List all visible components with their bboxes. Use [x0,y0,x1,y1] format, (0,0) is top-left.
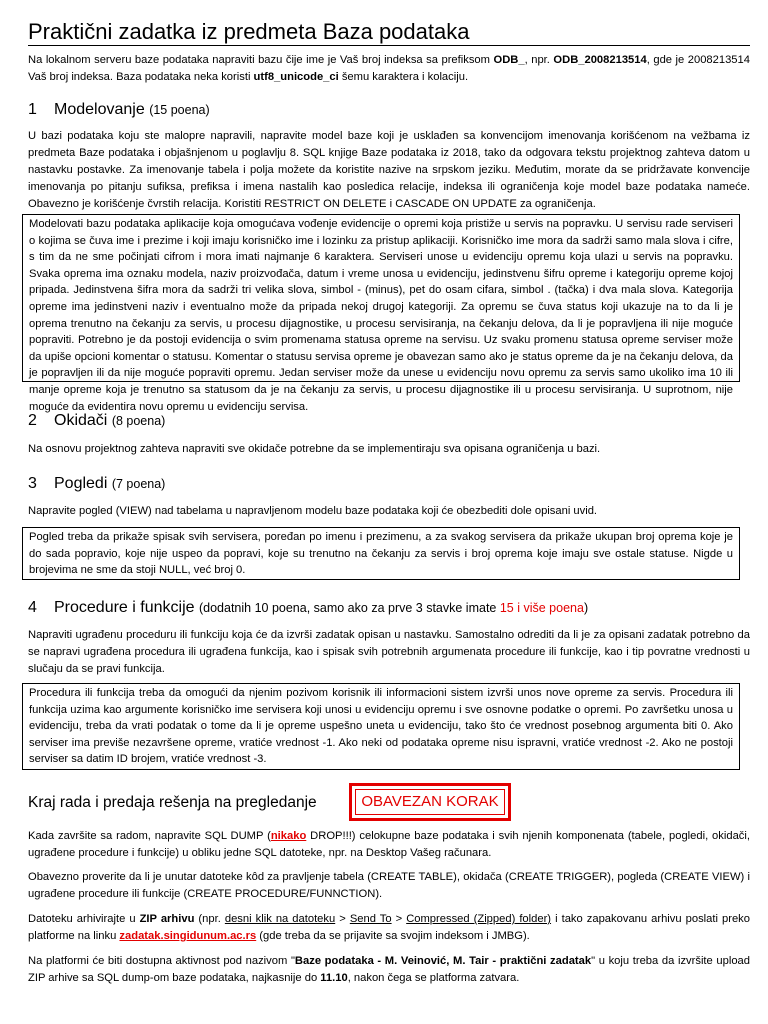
section-points: (7 poena) [111,477,166,491]
never-emphasis: nikako [270,830,307,842]
title-underline [28,45,750,46]
section-3-paragraph: Napravite pogled (VIEW) nad tabelama u napravljenom modelu baze podataka koji će obezbediti dole opisani uvid. [28,505,598,517]
intro-collation: utf8_unicode_ci [253,71,339,83]
section-3-heading [28,474,165,494]
intro-text: , gde je 2008213514 Vaš broj indeksa. Baza podataka neka koristi [28,54,750,83]
points-text: (dodatnih 10 poena, samo ako za prve 3 stavke imate [198,601,500,615]
section-3-view-box: Pogled treba da prikaže spisak svih servisera, poređan po imenu i prezimenu, a za svakog servisera da prikaže ukupan broj oprema koje je do sada popravio, koje nije uspeo da popravi, koje su trenutno na čekanju za servis i broj oprema koje imaju sve ostale statuse. Nigde u brojevima ne sme da stoji NULL, već broj 0. [22,527,740,580]
mandatory-step-label: OBAVEZAN KORAK [355,789,505,815]
p3-text: (npr. [194,913,225,925]
submission-paragraph-3 [28,911,750,945]
section-1-requirements-box: Modelovati bazu podataka aplikacije koja omogućava vođenje evidencije o opremi koja pristiže u servis na popravku. U servisu rade serviseri o kojima se čuva ime i prezime i koji imaju korisničko ime i lozinku za pristup aplikaciji. Korisničko ime mora da sadrži samo mala slova i cifre, s tim da ne sme počinjati cifrom i mora imati najmanje 6 karaktera. Serviseri unose u evidenciju opremu koja ulazi u servis na popravku. Svaka oprema ima oznaku modela, naziv proizvođača, datum i vreme unosa u evidenciju, jedinstvenu šifru opreme i kategoriju opreme kojoj pripada. Jedinstvena šifra mora da sadrži tri velika slova, simbol - (minus), pet do osam cifara, simbol . (tačka) i dva mala slova. Kategorija opreme ima jedinstveni naziv i eventualno može da pripada nekoj drugoj kategoriji. Za opremu se čuva status koji ukazuje na to da li je oprema trenutno na čekanju za servis, u procesu dijagnostike, u procesu servisiranja, na čekanju delova, da li je popravljena ili nije moguće popraviti. Potrebno je da postoji evidencija o svim promenama statusa opreme na servisu. Uz svaku promenu statusa opreme serviser može da upiše opcioni komentar o statusu. Komentar o statusu servisa opreme je obavezan samo ako je status opreme da je na čekanju delova, da je popravljen ili da nije moguće popraviti opremu. Jedan serviser može da unese u evidenciju novu opremu za servis samo ukoliko ima 10 ili manje opreme koja je trenutno sa statusom da je na čekanju za servis, u procesu dijagnostike ili u procesu servisiranja. U suprotnom, nije moguće da evidentira novu opremu u evidenciju servisa. [22,214,740,382]
submission-paragraph-1 [28,828,750,862]
section-number: 2 [28,412,37,429]
section-2-paragraph: Na osnovu projektnog zahteva napraviti sve okidače potrebne da se implementiraju sva opisana ograničenja u bazi. [28,443,601,455]
p3-text: Datoteku arhivirajte u [28,913,140,925]
section-number: 1 [28,101,37,118]
submission-heading: Kraj rada i predaja rešenja na pregledanje [28,794,317,811]
section-number: 3 [28,475,37,492]
compressed-folder-step: Compressed (Zipped) folder) [406,913,552,925]
p1-text: DROP!!!) celokupne baze podataka i svih njenih komponenata (tabele, pogledi, okidači, ugrađene procedure i funkcije) u obliku jedne SQL datoteke, npr. na Desktop Vašeg računara. [28,830,750,859]
submission-paragraph-2: Obavezno proverite da li je unutar datoteke kôd za pravljenje tabela (CREATE TABLE), okidača (CREATE TRIGGER), pogleda (CREATE VIEW) i ugrađene procedure ili funkcije (CREATE PROCEDURE/FUNNCTION). [28,871,750,900]
section-title: Okidači [54,412,108,429]
right-click-step: desni klik na datoteku [224,913,336,925]
intro-text: , npr. [524,54,554,66]
section-4-heading [28,598,588,618]
deadline-date: 11.10 [320,972,348,984]
section-4-paragraph: Napraviti ugrađenu proceduru ili funkciju koja će da izvrši zadatak opisan u nastavku. Samostalno odrediti da li je za opisani zadatak potrebno da se napravi ugrađena procedura ili ugrađena funkcija, kao i spisak svih potrebnih argumenata procedure ili funkcije, kao i tip povratne vrednosti u slučaju da se pravi funkcija. [28,629,750,675]
intro-paragraph [28,52,750,86]
section-1-paragraph: U bazi podataka koju ste malopre napravili, napravite model baze koji je usklađen sa konvencijom imenovanja korišćenom na vežbama iz predmeta Baze podataka i objašnjenom u poglavlju 8. SQL knjige Baze podataka iz 2018, tako da odgovara tekstu projektnog zahteva datom u nastavku postavke. Za imenovanje tabela i polja možete da koristite nazive na srpskom jeziku. Međutim, morate da se pridržavate konvencije imenovanja po pitanju sufiksa, prefiksa i imena nastalih kao posledica relacije, indeksa ili ograničenja koje model baze podataka nameće. Obavezno je korišćenje čvrstih relacija. Koristiti RESTRICT ON DELETE i CASCADE ON UPDATE za ograničenja. [28,130,750,210]
points-threshold: 15 i više poena [499,601,584,615]
intro-prefix: ODB_ [493,54,525,66]
intro-example: ODB_2008213514 [553,54,647,66]
page-title: Praktični zadatka iz predmeta Baza podataka [28,19,470,44]
section-title: Procedure i funkcije [54,599,195,616]
send-to-step: Send To [349,913,392,925]
p4-text: " u koju treba da izvršite upload ZIP arhive sa SQL dump-om baze podataka, najkasnije do [28,955,750,984]
section-points [199,601,588,615]
section-points: (8 poena) [111,414,166,428]
p3-text: > [335,913,350,925]
section-number: 4 [28,599,37,616]
activity-name: Baze podataka - M. Veinović, M. Tair - praktični zadatak [294,955,592,967]
submission-paragraph-4 [28,953,750,987]
p4-text: Na platformi će biti dostupna aktivnost pod nazivom " [28,955,295,967]
section-1-heading [28,100,210,120]
zip-archive: ZIP arhivu [139,913,195,925]
section-4-procedure-box: Procedura ili funkcija treba da omogući da njenim pozivom korisnik ili informacioni sistem izvrši unos nove opreme za servis. Procedura ili funkcija uzima kao argumente korisničko ime servisera koji unosi u evidenciju opremu i sve osnovne podatke o opremi. Po završetku unosa u evidenciju, treba da vrati podatak o tome da li je opreme uspešno uneta u evidenciju, tako što će vrednost posebnog argumenta biti 0. Ako serviser ima previše nezavršene opreme, vratiće vrednost -1. Ako neki od podataka opreme nisu ispravni, vratiće vrednost -2. Ako ne postoji serviser sa datim ID brojem, vratiće vrednost -3. [22,683,740,770]
section-2-heading [28,411,165,431]
p3-text: > [391,913,407,925]
p3-text: (gde treba da se prijavite sa svojim indeksom i JMBG). [256,930,530,942]
intro-text: šemu karaktera i kolaciju. [338,71,469,83]
p1-text: Kada završite sa radom, napravite SQL DUMP ( [28,830,271,842]
p4-text: , nakon čega se platforma zatvara. [347,972,520,984]
points-text: ) [583,601,589,615]
p3-text: i tako zapakovanu arhivu poslati preko platforme na linku [28,913,750,942]
section-points: (15 poena) [149,103,210,117]
section-title: Pogledi [54,475,108,492]
section-title: Modelovanje [54,101,145,118]
intro-text: Na lokalnom serveru baze podataka napraviti bazu čije ime je Vaš broj indeksa sa prefiksom [28,54,494,66]
mandatory-step-badge [349,783,511,821]
submission-link[interactable]: zadatak.singidunum.ac.rs [119,930,257,942]
